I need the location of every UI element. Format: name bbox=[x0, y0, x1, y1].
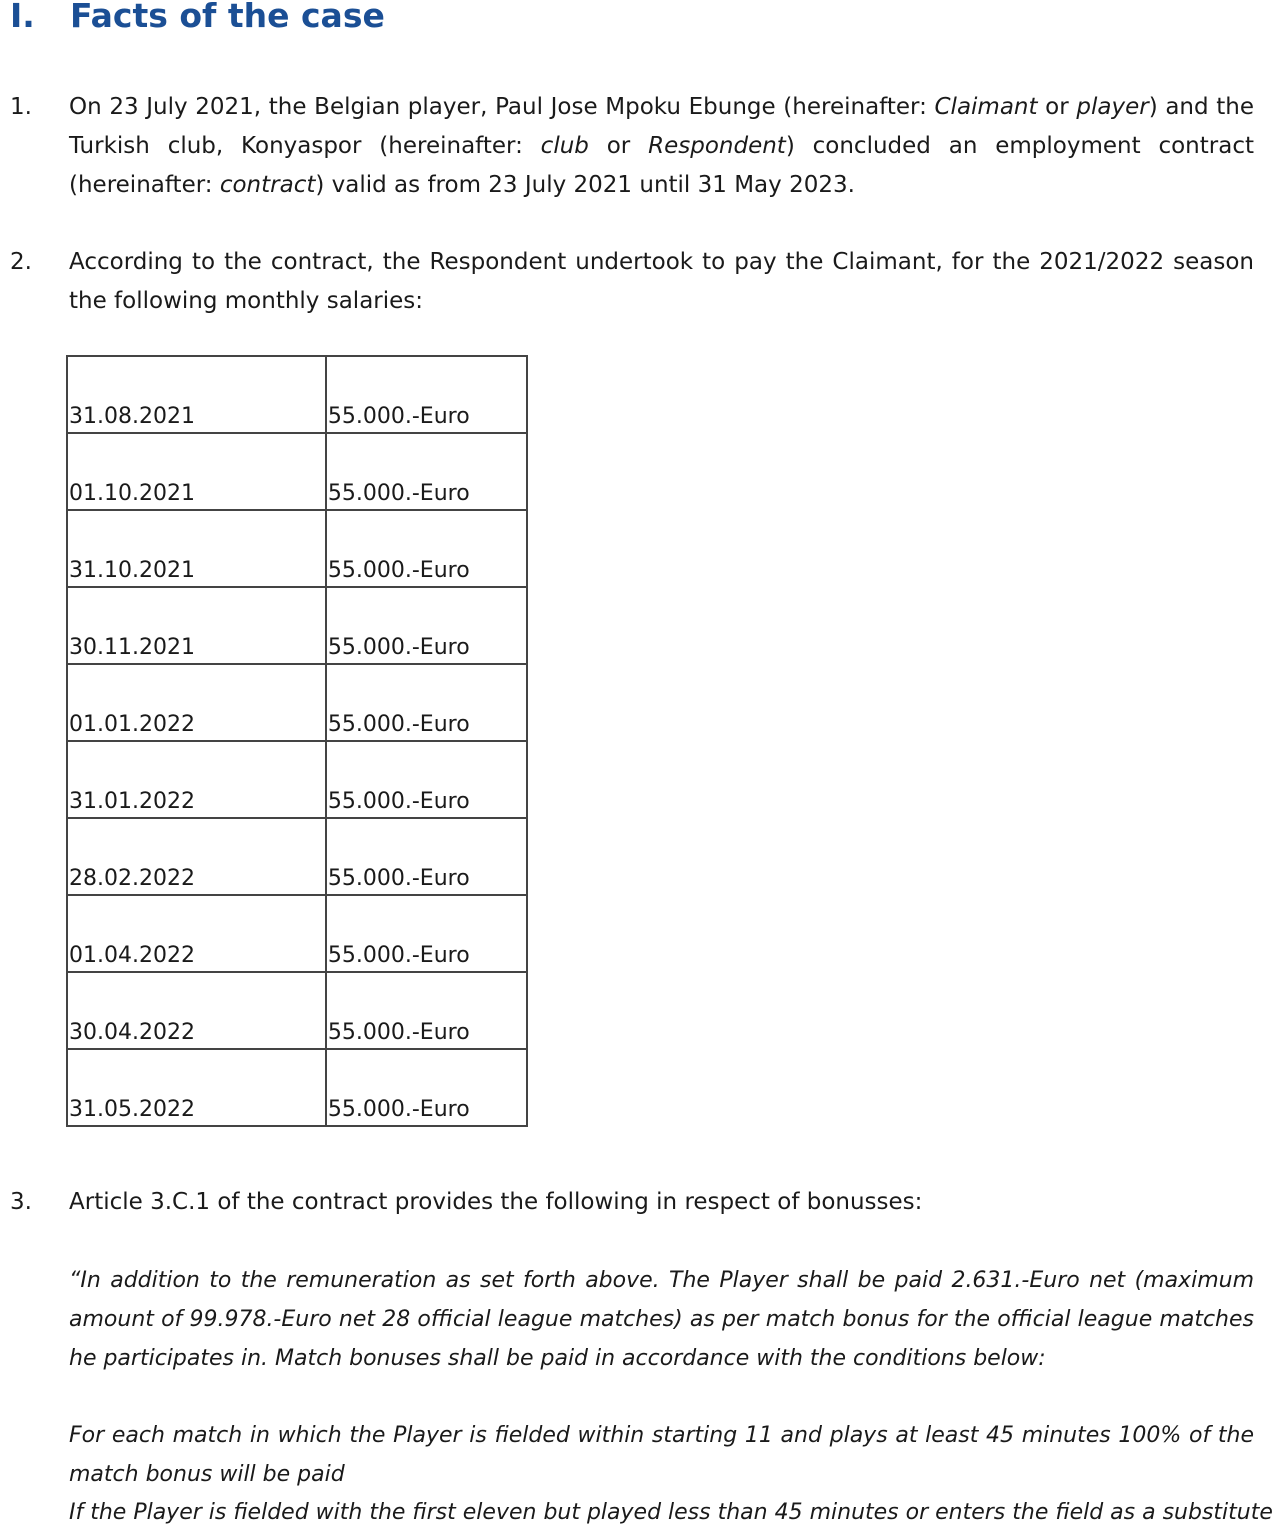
text-segment: ) concluded an employment contract (hereinafter: bbox=[69, 133, 1254, 198]
table-row bbox=[67, 895, 527, 972]
salary-date-cell: 01.01.2022 bbox=[67, 664, 326, 741]
table-row bbox=[67, 972, 527, 1049]
salary-amount-cell: 55.000.-Euro bbox=[326, 433, 527, 510]
salary-amount-cell: 55.000.-Euro bbox=[326, 1049, 527, 1126]
table-row bbox=[67, 664, 527, 741]
salary-amount-cell: 55.000.-Euro bbox=[326, 818, 527, 895]
salary-amount-cell: 55.000.-Euro bbox=[326, 664, 527, 741]
text-segment: or bbox=[1037, 94, 1077, 120]
italic-term: club bbox=[540, 133, 589, 159]
paragraph-number: 1. bbox=[10, 94, 32, 120]
salary-date-cell: 31.08.2021 bbox=[67, 356, 326, 433]
salary-amount-cell: 55.000.-Euro bbox=[326, 972, 527, 1049]
italic-term: Claimant bbox=[934, 94, 1038, 120]
paragraph-text bbox=[69, 88, 1254, 205]
salary-amount-cell: 55.000.-Euro bbox=[326, 587, 527, 664]
salary-amount-cell: 55.000.-Euro bbox=[326, 356, 527, 433]
quote-paragraph-1: “In addition to the remuneration as set forth above. The Player shall be paid 2.631.-Euro net (maximum amount of 99.978.-Euro net 28 official league matches) as per match bonus for the official league matches he participates in. Match bonuses shall be paid in accordance with the conditions below: bbox=[69, 1268, 1254, 1371]
salary-date-cell: 31.10.2021 bbox=[67, 510, 326, 587]
salary-table bbox=[66, 355, 528, 1127]
text-segment: On 23 July 2021, the Belgian player, Paul Jose Mpoku Ebunge (hereinafter: bbox=[69, 94, 935, 120]
italic-term: player bbox=[1076, 94, 1149, 120]
table-row bbox=[67, 741, 527, 818]
paragraph-2 bbox=[10, 243, 1254, 321]
text-segment: ) and the Turkish club, Konyaspor (hereinafter: bbox=[69, 94, 1254, 159]
table-row bbox=[67, 433, 527, 510]
paragraph-3 bbox=[10, 1183, 1254, 1222]
italic-term: Respondent bbox=[648, 133, 786, 159]
table-row bbox=[67, 587, 527, 664]
salary-amount-cell: 55.000.-Euro bbox=[326, 510, 527, 587]
salary-date-cell: 01.10.2021 bbox=[67, 433, 326, 510]
table-row bbox=[67, 510, 527, 587]
paragraph-number: 3. bbox=[10, 1189, 32, 1215]
text-segment: According to the contract, the Respondent undertook to pay the Claimant, for the 2021/2022 season the following monthly salaries: bbox=[69, 249, 1254, 314]
table-row bbox=[67, 356, 527, 433]
section-number: I. bbox=[10, 0, 35, 35]
table-row bbox=[67, 1049, 527, 1126]
salary-amount-cell: 55.000.-Euro bbox=[326, 895, 527, 972]
paragraph-text bbox=[69, 243, 1254, 321]
salary-date-cell: 30.04.2022 bbox=[67, 972, 326, 1049]
salary-date-cell: 28.02.2022 bbox=[67, 818, 326, 895]
quote-paragraph-3: If the Player is fielded with the first eleven but played less than 45 minutes or enters the field as a substitute bbox=[69, 1500, 1273, 1525]
salary-date-cell: 30.11.2021 bbox=[67, 587, 326, 664]
salary-table-body bbox=[67, 356, 527, 1126]
text-segment: or bbox=[588, 133, 649, 159]
salary-date-cell: 31.01.2022 bbox=[67, 741, 326, 818]
text-segment: Article 3.C.1 of the contract provides the following in respect of bonusses: bbox=[69, 1189, 923, 1215]
paragraph-1 bbox=[10, 88, 1254, 205]
table-row bbox=[67, 818, 527, 895]
salary-date-cell: 31.05.2022 bbox=[67, 1049, 326, 1126]
section-title: Facts of the case bbox=[70, 0, 385, 35]
salary-date-cell: 01.04.2022 bbox=[67, 895, 326, 972]
paragraph-number: 2. bbox=[10, 249, 32, 275]
quote-paragraph-2: For each match in which the Player is fielded within starting 11 and plays at least 45 minutes 100% of the match bonus will be paid bbox=[69, 1423, 1254, 1487]
salary-amount-cell: 55.000.-Euro bbox=[326, 741, 527, 818]
italic-term: contract bbox=[219, 172, 316, 198]
paragraph-text bbox=[69, 1183, 1254, 1222]
text-segment: ) valid as from 23 July 2021 until 31 May 2023. bbox=[315, 172, 855, 198]
section-heading bbox=[10, 0, 385, 38]
